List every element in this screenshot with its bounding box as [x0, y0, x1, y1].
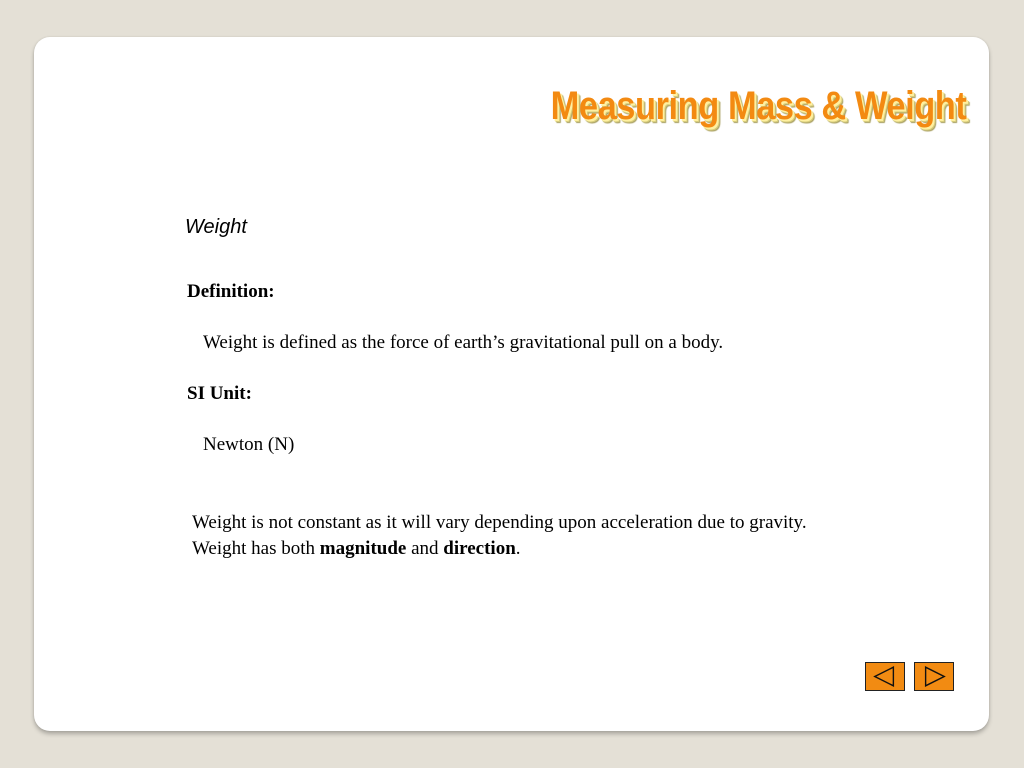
direction-term: direction — [443, 538, 516, 559]
si-unit-text: Newton (N) — [203, 434, 295, 455]
note-line-1: Weight is not constant as it will vary depending upon acceleration due to gravity. — [192, 512, 807, 533]
note-line-2-prefix: Weight has both — [192, 538, 320, 559]
definition-label: Definition: — [187, 281, 275, 302]
section-heading: Weight — [185, 216, 247, 238]
slide-card — [34, 37, 989, 731]
triangle-right-icon — [915, 663, 953, 690]
note-line-2 — [192, 536, 807, 562]
triangle-left-icon — [866, 663, 904, 690]
definition-text: Weight is defined as the force of earth’s gravitational pull on a body. — [203, 332, 724, 353]
note-line-2-middle: and — [406, 538, 444, 559]
si-unit-label: SI Unit: — [187, 383, 252, 404]
weight-notes — [192, 510, 807, 562]
slide-title: Measuring Mass & Weight — [550, 84, 966, 128]
note-line-2-suffix: . — [515, 538, 521, 559]
magnitude-term: magnitude — [319, 538, 407, 559]
previous-slide-button[interactable] — [865, 662, 905, 691]
next-slide-button[interactable] — [914, 662, 954, 691]
